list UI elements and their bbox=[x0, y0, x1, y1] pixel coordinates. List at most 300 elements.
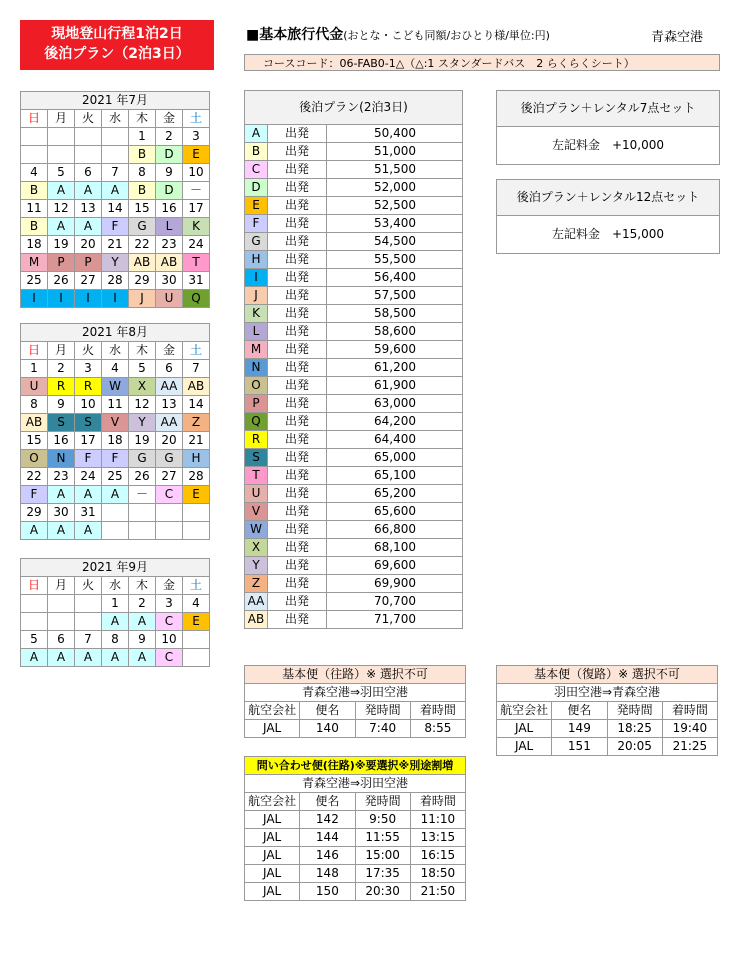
calendar-day: 27 bbox=[75, 272, 102, 290]
price-amount: 63,000 bbox=[327, 395, 463, 413]
calendar-code bbox=[102, 522, 129, 540]
flight-col-header: 着時間 bbox=[410, 793, 465, 811]
calendar-code bbox=[48, 146, 75, 164]
flight-title: 基本便（往路）※ 選択不可 bbox=[245, 666, 466, 684]
calendar-day bbox=[183, 504, 210, 522]
price-row bbox=[245, 125, 463, 143]
calendar-day bbox=[75, 128, 102, 146]
flight-col-header: 発時間 bbox=[355, 702, 410, 720]
price-row bbox=[245, 431, 463, 449]
flight-col-header: 着時間 bbox=[410, 702, 465, 720]
price-code: M bbox=[245, 341, 268, 359]
calendar-day: 21 bbox=[102, 236, 129, 254]
weekday-header: 火 bbox=[75, 110, 102, 128]
weekday-header: 水 bbox=[102, 342, 129, 360]
rental-7-title: 後泊プラン＋レンタル7点セット bbox=[497, 91, 720, 127]
calendar-code: P bbox=[75, 254, 102, 272]
calendar-day: 14 bbox=[102, 200, 129, 218]
calendar-day: 4 bbox=[21, 164, 48, 182]
price-code: S bbox=[245, 449, 268, 467]
calendar-day: 17 bbox=[75, 432, 102, 450]
flight-cell: 8:55 bbox=[410, 720, 465, 738]
calendar-day: 8 bbox=[129, 164, 156, 182]
calendar-code: B bbox=[21, 218, 48, 236]
calendar-code: F bbox=[75, 450, 102, 468]
flight-row bbox=[497, 720, 718, 738]
price-row bbox=[245, 215, 463, 233]
price-depart: 出発 bbox=[268, 467, 327, 485]
flight-cell: 19:40 bbox=[662, 720, 717, 738]
calendar-day: 9 bbox=[48, 396, 75, 414]
calendar-code: H bbox=[183, 450, 210, 468]
calendar-code bbox=[75, 146, 102, 164]
calendar-table bbox=[20, 323, 210, 540]
calendar-code: S bbox=[75, 414, 102, 432]
price-amount: 52,500 bbox=[327, 197, 463, 215]
calendar-day: 26 bbox=[129, 468, 156, 486]
rental-12-table bbox=[496, 179, 720, 254]
calendar-code: X bbox=[129, 378, 156, 396]
calendar-code: U bbox=[21, 378, 48, 396]
calendar-code bbox=[21, 146, 48, 164]
calendar-day: 7 bbox=[183, 360, 210, 378]
calendar-day: 8 bbox=[102, 631, 129, 649]
calendar-day: 31 bbox=[75, 504, 102, 522]
calendar-day: 29 bbox=[21, 504, 48, 522]
calendar-code: B bbox=[21, 182, 48, 200]
calendar-code: A bbox=[75, 649, 102, 667]
calendar-day: 15 bbox=[129, 200, 156, 218]
weekday-header: 火 bbox=[75, 342, 102, 360]
price-depart: 出発 bbox=[268, 125, 327, 143]
calendar-code: S bbox=[48, 414, 75, 432]
price-amount: 65,200 bbox=[327, 485, 463, 503]
price-depart: 出発 bbox=[268, 143, 327, 161]
calendar-code bbox=[156, 522, 183, 540]
price-row bbox=[245, 467, 463, 485]
calendar-code: A bbox=[102, 613, 129, 631]
flight-row bbox=[245, 811, 466, 829]
calendar-day: 13 bbox=[156, 396, 183, 414]
weekday-header: 水 bbox=[102, 577, 129, 595]
price-amount: 70,700 bbox=[327, 593, 463, 611]
price-code: P bbox=[245, 395, 268, 413]
price-row bbox=[245, 161, 463, 179]
calendar-code: E bbox=[183, 146, 210, 164]
calendar-day bbox=[48, 595, 75, 613]
price-amount: 51,000 bbox=[327, 143, 463, 161]
price-depart: 出発 bbox=[268, 611, 327, 629]
price-depart: 出発 bbox=[268, 179, 327, 197]
calendar-code: － bbox=[183, 182, 210, 200]
calendar-code: A bbox=[48, 182, 75, 200]
flight-cell: 16:15 bbox=[410, 847, 465, 865]
flight-cell: JAL bbox=[245, 829, 300, 847]
calendar-code: F bbox=[102, 450, 129, 468]
calendar-day bbox=[183, 631, 210, 649]
price-amount: 69,600 bbox=[327, 557, 463, 575]
price-row bbox=[245, 179, 463, 197]
calendar-day: 6 bbox=[48, 631, 75, 649]
price-amount: 54,500 bbox=[327, 233, 463, 251]
calendar-month-title: 2021 年7月 bbox=[21, 92, 210, 110]
calendar-code: A bbox=[102, 182, 129, 200]
price-row bbox=[245, 395, 463, 413]
flight-cell: 151 bbox=[552, 738, 607, 756]
calendar-day: 11 bbox=[102, 396, 129, 414]
price-depart: 出発 bbox=[268, 215, 327, 233]
calendar-code: V bbox=[102, 414, 129, 432]
calendar-code: A bbox=[48, 522, 75, 540]
calendar-day: 2 bbox=[48, 360, 75, 378]
weekday-header: 月 bbox=[48, 110, 75, 128]
calendar-day: 4 bbox=[102, 360, 129, 378]
flight-col-header: 航空会社 bbox=[245, 702, 300, 720]
calendar-code: C bbox=[156, 613, 183, 631]
price-depart: 出発 bbox=[268, 305, 327, 323]
price-amount: 52,000 bbox=[327, 179, 463, 197]
price-row bbox=[245, 359, 463, 377]
calendar-day: 19 bbox=[48, 236, 75, 254]
price-code: G bbox=[245, 233, 268, 251]
price-amount: 56,400 bbox=[327, 269, 463, 287]
price-depart: 出発 bbox=[268, 287, 327, 305]
calendar-day: 20 bbox=[75, 236, 102, 254]
weekday-header: 木 bbox=[129, 110, 156, 128]
calendar-day: 28 bbox=[102, 272, 129, 290]
price-code: L bbox=[245, 323, 268, 341]
flight-table-return bbox=[496, 665, 718, 756]
flight-cell: 7:40 bbox=[355, 720, 410, 738]
calendar-day: 17 bbox=[183, 200, 210, 218]
calendar-code: A bbox=[75, 486, 102, 504]
calendar-code: A bbox=[75, 182, 102, 200]
price-code: F bbox=[245, 215, 268, 233]
calendar-day: 25 bbox=[21, 272, 48, 290]
price-depart: 出発 bbox=[268, 593, 327, 611]
price-code: K bbox=[245, 305, 268, 323]
calendar-code: A bbox=[48, 486, 75, 504]
flight-route: 青森空港⇒羽田空港 bbox=[245, 684, 466, 702]
calendar-day: 15 bbox=[21, 432, 48, 450]
price-depart: 出発 bbox=[268, 251, 327, 269]
calendar-code bbox=[183, 522, 210, 540]
calendar-day bbox=[21, 128, 48, 146]
calendar-day: 14 bbox=[183, 396, 210, 414]
price-row bbox=[245, 233, 463, 251]
calendar-code: Y bbox=[102, 254, 129, 272]
flight-cell: JAL bbox=[245, 847, 300, 865]
weekday-header: 月 bbox=[48, 342, 75, 360]
price-row bbox=[245, 521, 463, 539]
calendar-code: I bbox=[48, 290, 75, 308]
price-code: A bbox=[245, 125, 268, 143]
price-amount: 64,200 bbox=[327, 413, 463, 431]
price-amount: 50,400 bbox=[327, 125, 463, 143]
price-amount: 65,100 bbox=[327, 467, 463, 485]
calendar-day: 22 bbox=[129, 236, 156, 254]
rental-12-value: 左記料金 +15,000 bbox=[497, 216, 720, 254]
calendar-day: 12 bbox=[129, 396, 156, 414]
flight-row bbox=[245, 720, 466, 738]
flight-cell: 148 bbox=[300, 865, 355, 883]
price-row bbox=[245, 287, 463, 305]
price-row bbox=[245, 503, 463, 521]
price-code: U bbox=[245, 485, 268, 503]
calendar-day bbox=[156, 504, 183, 522]
calendar-code: D bbox=[156, 182, 183, 200]
calendar-code: Z bbox=[183, 414, 210, 432]
calendar-month-title: 2021 年8月 bbox=[21, 324, 210, 342]
flight-col-header: 便名 bbox=[300, 793, 355, 811]
calendar-code: R bbox=[48, 378, 75, 396]
calendar-code: C bbox=[156, 649, 183, 667]
flight-route: 羽田空港⇒青森空港 bbox=[497, 684, 718, 702]
calendar-day: 3 bbox=[156, 595, 183, 613]
calendar-code: F bbox=[102, 218, 129, 236]
price-row bbox=[245, 449, 463, 467]
price-code: H bbox=[245, 251, 268, 269]
plan-title-line1: 現地登山行程1泊2日 bbox=[51, 26, 183, 42]
airport-label: 青森空港 bbox=[651, 30, 704, 45]
flight-cell: JAL bbox=[245, 865, 300, 883]
calendar-code: AB bbox=[21, 414, 48, 432]
price-amount: 55,500 bbox=[327, 251, 463, 269]
calendar-day: 9 bbox=[129, 631, 156, 649]
calendar-day: 6 bbox=[75, 164, 102, 182]
calendar-day: 6 bbox=[156, 360, 183, 378]
price-depart: 出発 bbox=[268, 341, 327, 359]
flight-title: 問い合わせ便(往路)※要選択※別途割増 bbox=[245, 757, 466, 775]
flight-cell: 20:05 bbox=[607, 738, 662, 756]
flight-cell: 11:55 bbox=[355, 829, 410, 847]
calendar-day bbox=[75, 595, 102, 613]
price-code: I bbox=[245, 269, 268, 287]
price-code: X bbox=[245, 539, 268, 557]
price-amount: 59,600 bbox=[327, 341, 463, 359]
price-depart: 出発 bbox=[268, 485, 327, 503]
price-row bbox=[245, 413, 463, 431]
weekday-header: 水 bbox=[102, 110, 129, 128]
calendar-code: I bbox=[21, 290, 48, 308]
price-row bbox=[245, 269, 463, 287]
weekday-header: 火 bbox=[75, 577, 102, 595]
price-row bbox=[245, 485, 463, 503]
course-code: コースコード：06-FAB0-1△（△:1 スタンダードバス 2 らくらくシート） bbox=[244, 54, 720, 71]
price-depart: 出発 bbox=[268, 539, 327, 557]
price-depart: 出発 bbox=[268, 233, 327, 251]
calendar-day: 31 bbox=[183, 272, 210, 290]
weekday-header: 土 bbox=[183, 342, 210, 360]
price-depart: 出発 bbox=[268, 575, 327, 593]
calendar-code: I bbox=[102, 290, 129, 308]
flight-col-header: 発時間 bbox=[607, 702, 662, 720]
flight-cell: JAL bbox=[245, 811, 300, 829]
rental-7-value: 左記料金 +10,000 bbox=[497, 127, 720, 165]
weekday-header: 土 bbox=[183, 110, 210, 128]
calendar-code: A bbox=[75, 522, 102, 540]
price-amount: 65,600 bbox=[327, 503, 463, 521]
price-code: Z bbox=[245, 575, 268, 593]
weekday-header: 金 bbox=[156, 577, 183, 595]
calendar-code: N bbox=[48, 450, 75, 468]
price-depart: 出発 bbox=[268, 521, 327, 539]
calendar-day: 7 bbox=[75, 631, 102, 649]
calendar-code: K bbox=[183, 218, 210, 236]
weekday-header: 月 bbox=[48, 577, 75, 595]
weekday-header: 木 bbox=[129, 342, 156, 360]
calendar-code: A bbox=[21, 522, 48, 540]
price-row bbox=[245, 197, 463, 215]
price-amount: 69,900 bbox=[327, 575, 463, 593]
calendar-code: A bbox=[129, 649, 156, 667]
price-depart: 出発 bbox=[268, 503, 327, 521]
price-row bbox=[245, 575, 463, 593]
flight-cell: 15:00 bbox=[355, 847, 410, 865]
weekday-header: 金 bbox=[156, 342, 183, 360]
calendar-table bbox=[20, 91, 210, 308]
calendar-day: 30 bbox=[48, 504, 75, 522]
price-row bbox=[245, 251, 463, 269]
calendar-code: AB bbox=[156, 254, 183, 272]
flight-cell: 150 bbox=[300, 883, 355, 901]
calendar-day: 2 bbox=[156, 128, 183, 146]
price-depart: 出発 bbox=[268, 449, 327, 467]
calendar-code: P bbox=[48, 254, 75, 272]
price-row bbox=[245, 539, 463, 557]
calendar-day: 10 bbox=[183, 164, 210, 182]
calendar-code: W bbox=[102, 378, 129, 396]
calendar-day: 7 bbox=[102, 164, 129, 182]
price-amount: 58,500 bbox=[327, 305, 463, 323]
calendar-code: Q bbox=[183, 290, 210, 308]
price-amount: 64,400 bbox=[327, 431, 463, 449]
calendar-code: G bbox=[129, 218, 156, 236]
weekday-header: 木 bbox=[129, 577, 156, 595]
flight-row bbox=[245, 883, 466, 901]
flight-row bbox=[245, 829, 466, 847]
calendar-code: Y bbox=[129, 414, 156, 432]
calendar-day: 10 bbox=[75, 396, 102, 414]
calendar-code: U bbox=[156, 290, 183, 308]
flight-cell: 21:25 bbox=[662, 738, 717, 756]
price-table bbox=[244, 90, 463, 629]
calendar-code: AB bbox=[129, 254, 156, 272]
calendar-code: M bbox=[21, 254, 48, 272]
price-amount: 58,600 bbox=[327, 323, 463, 341]
calendar-code: G bbox=[156, 450, 183, 468]
flight-col-header: 便名 bbox=[300, 702, 355, 720]
calendar-code: AA bbox=[156, 378, 183, 396]
price-row bbox=[245, 323, 463, 341]
price-row bbox=[245, 143, 463, 161]
flight-cell: JAL bbox=[245, 720, 300, 738]
flight-cell: 144 bbox=[300, 829, 355, 847]
calendar-day: 27 bbox=[156, 468, 183, 486]
price-depart: 出発 bbox=[268, 323, 327, 341]
price-depart: 出発 bbox=[268, 269, 327, 287]
calendar-table bbox=[20, 558, 210, 667]
flight-cell: 21:50 bbox=[410, 883, 465, 901]
calendar-code: A bbox=[48, 649, 75, 667]
calendar-code: O bbox=[21, 450, 48, 468]
weekday-header: 日 bbox=[21, 342, 48, 360]
flight-cell: JAL bbox=[245, 883, 300, 901]
calendar-code: E bbox=[183, 613, 210, 631]
flight-cell: 9:50 bbox=[355, 811, 410, 829]
calendar-code bbox=[183, 649, 210, 667]
price-code: C bbox=[245, 161, 268, 179]
price-row bbox=[245, 305, 463, 323]
price-amount: 61,900 bbox=[327, 377, 463, 395]
price-amount: 61,200 bbox=[327, 359, 463, 377]
calendar-day: 5 bbox=[129, 360, 156, 378]
calendar-code: D bbox=[156, 146, 183, 164]
flight-cell: 140 bbox=[300, 720, 355, 738]
calendar-day: 3 bbox=[183, 128, 210, 146]
price-depart: 出発 bbox=[268, 377, 327, 395]
calendar-code: AA bbox=[156, 414, 183, 432]
calendar-code: － bbox=[129, 486, 156, 504]
price-code: E bbox=[245, 197, 268, 215]
price-code: J bbox=[245, 287, 268, 305]
calendar-day: 30 bbox=[156, 272, 183, 290]
price-code: AA bbox=[245, 593, 268, 611]
flight-title: 基本便（復路）※ 選択不可 bbox=[497, 666, 718, 684]
calendar-day: 4 bbox=[183, 595, 210, 613]
calendar-day: 26 bbox=[48, 272, 75, 290]
weekday-header: 日 bbox=[21, 577, 48, 595]
calendar-day: 8 bbox=[21, 396, 48, 414]
calendar-code: A bbox=[48, 218, 75, 236]
price-table-title: 後泊プラン(2泊3日) bbox=[245, 91, 463, 125]
calendar-day bbox=[102, 504, 129, 522]
calendar-day bbox=[48, 128, 75, 146]
calendar-day: 12 bbox=[48, 200, 75, 218]
calendar-code: A bbox=[102, 486, 129, 504]
flight-col-header: 着時間 bbox=[662, 702, 717, 720]
calendar-code bbox=[129, 522, 156, 540]
price-code: AB bbox=[245, 611, 268, 629]
price-code: D bbox=[245, 179, 268, 197]
price-row bbox=[245, 341, 463, 359]
flight-cell: 13:15 bbox=[410, 829, 465, 847]
rental-7-table bbox=[496, 90, 720, 165]
flight-route: 青森空港⇒羽田空港 bbox=[245, 775, 466, 793]
calendar-code: G bbox=[129, 450, 156, 468]
flight-cell: 11:10 bbox=[410, 811, 465, 829]
flight-cell: 18:25 bbox=[607, 720, 662, 738]
flight-col-header: 便名 bbox=[552, 702, 607, 720]
calendar-code: E bbox=[183, 486, 210, 504]
calendar-july bbox=[20, 91, 210, 308]
price-amount: 53,400 bbox=[327, 215, 463, 233]
calendar-code bbox=[75, 613, 102, 631]
calendar-code: A bbox=[21, 649, 48, 667]
price-code: W bbox=[245, 521, 268, 539]
calendar-code: T bbox=[183, 254, 210, 272]
price-depart: 出発 bbox=[268, 197, 327, 215]
price-code: N bbox=[245, 359, 268, 377]
price-code: V bbox=[245, 503, 268, 521]
calendar-day: 25 bbox=[102, 468, 129, 486]
price-amount: 68,100 bbox=[327, 539, 463, 557]
calendar-day: 24 bbox=[75, 468, 102, 486]
rental-12-title: 後泊プラン＋レンタル12点セット bbox=[497, 180, 720, 216]
calendar-code: B bbox=[129, 146, 156, 164]
flight-cell: 149 bbox=[552, 720, 607, 738]
calendar-code: C bbox=[156, 486, 183, 504]
